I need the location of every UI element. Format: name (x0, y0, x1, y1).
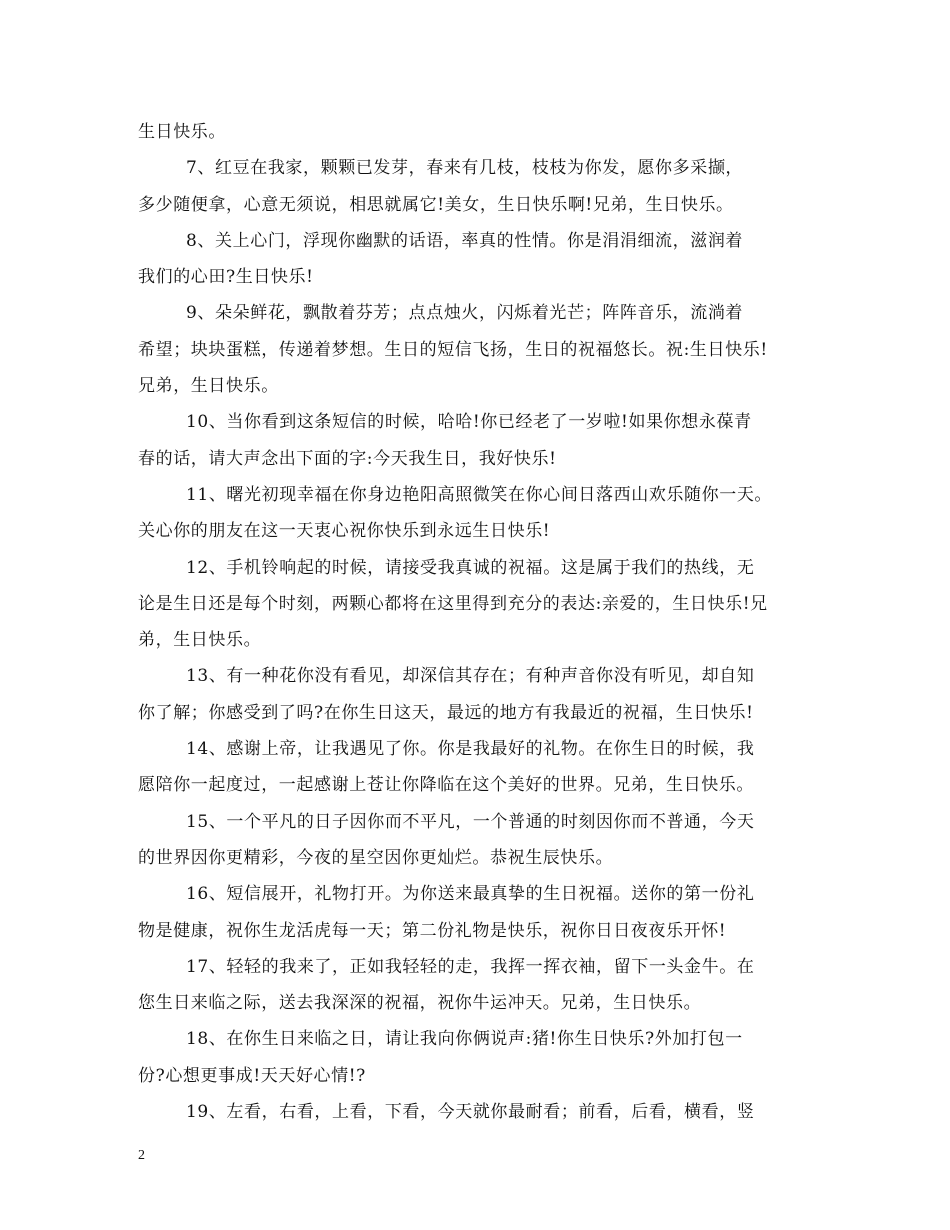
paragraph-first-line: 16、短信展开，礼物打开。为你送来最真挚的生日祝福。送你的第一份礼 (186, 884, 755, 905)
paragraph-line: 关心你的朋友在这一天衷心祝你快乐到永远生日快乐! (138, 521, 551, 542)
paragraph-first-line: 14、感谢上帝，让我遇见了你。你是我最好的礼物。在你生日的时候，我 (186, 739, 755, 760)
paragraph-first-line: 12、手机铃响起的时候，请接受我真诚的祝福。这是属于我们的热线，无 (186, 557, 755, 578)
paragraph-line: 我们的心田?生日快乐! (138, 267, 314, 288)
paragraph-line: 兄弟，生日快乐。 (138, 376, 279, 397)
paragraph-line: 论是生日还是每个时刻，两颗心都将在这里得到充分的表达:亲爱的，生日快乐!兄 (138, 593, 768, 614)
paragraph-first-line: 10、当你看到这条短信的时候，哈哈!你已经老了一岁啦!如果你想永葆青 (186, 412, 752, 433)
paragraph-first-line: 15、一个平凡的日子因你而不平凡，一个普通的时刻因你而不普通，今天 (186, 811, 755, 832)
paragraph-line: 份?心想更事成!天天好心情!? (138, 1065, 366, 1086)
paragraph-first-line: 9、朵朵鲜花，飘散着芬芳；点点烛火，闪烁着光芒；阵阵音乐，流淌着 (186, 303, 744, 324)
paragraph-first-line: 19、左看，右看，上看，下看，今天就你最耐看；前看，后看，横看，竖 (186, 1102, 755, 1123)
paragraph-line: 物是健康，祝你生龙活虎每一天；第二份礼物是快乐，祝你日日夜夜乐开怀! (138, 920, 727, 941)
paragraph-line: 弟，生日快乐。 (138, 630, 262, 651)
paragraph-line: 你了解；你感受到了吗?在你生日这天，最远的地方有我最近的祝福，生日快乐! (138, 702, 754, 723)
paragraph-line: 生日快乐。 (138, 122, 226, 142)
paragraph-line: 多少随便拿，心意无须说，相思就属它!美女，生日快乐啊!兄弟，生日快乐。 (138, 194, 734, 215)
paragraph-line: 希望；块块蛋糕，传递着梦想。生日的短信飞扬，生日的祝福悠长。祝:生日快乐! (138, 339, 768, 360)
paragraph-first-line: 8、关上心门，浮现你幽默的话语，率真的性情。你是涓涓细流，滋润着 (186, 230, 744, 251)
paragraph-line: 愿陪你一起度过，一起感谢上苍让你降临在这个美好的世界。兄弟，生日快乐。 (138, 775, 754, 796)
paragraph-first-line: 17、轻轻的我来了，正如我轻轻的走，我挥一挥衣袖，留下一头金牛。在 (186, 956, 755, 977)
paragraph-first-line: 18、在你生日来临之日，请让我向你俩说声:猪!你生日快乐?外加打包一 (186, 1029, 743, 1050)
paragraph-first-line: 11、曙光初现幸福在你身边艳阳高照微笑在你心间日落西山欢乐随你一天。 (186, 484, 773, 505)
paragraph-first-line: 13、有一种花你没有看见，却深信其存在；有种声音你没有听见，却自知 (186, 666, 755, 687)
page-number: 2 (138, 1148, 145, 1163)
paragraph-line: 您生日来临之际，送去我深深的祝福，祝你牛运冲天。兄弟，生日快乐。 (138, 993, 702, 1014)
paragraph-first-line: 7、红豆在我家，颗颗已发芽，春来有几枝，枝枝为你发，愿你多采撷， (186, 158, 744, 179)
document-body (138, 114, 828, 1130)
paragraph-line: 春的话，请大声念出下面的字:今天我生日，我好快乐! (138, 448, 557, 469)
paragraph-line: 的世界因你更精彩，今夜的星空因你更灿烂。恭祝生辰快乐。 (138, 847, 614, 868)
